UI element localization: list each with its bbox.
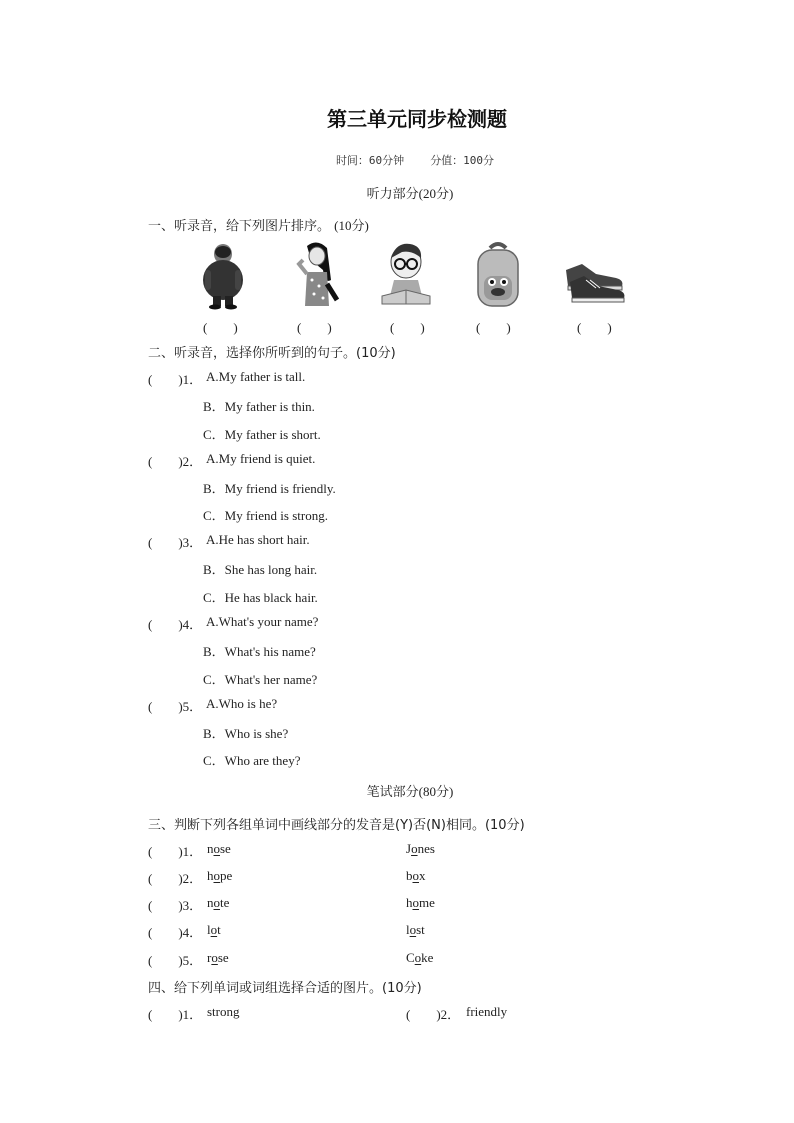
q4-number[interactable]: ( )4． bbox=[148, 617, 203, 632]
exam-meta bbox=[0, 152, 794, 168]
q5-option-b: B．Who is she? bbox=[203, 726, 289, 741]
p4-item2-word: friendly bbox=[466, 1004, 508, 1019]
q4-option-b: B．What's his name? bbox=[203, 644, 316, 659]
written-section-header: 笔试部分(80分) bbox=[366, 784, 454, 799]
p4-item1-number[interactable]: ( )1． bbox=[148, 1007, 203, 1022]
q2-option-b: B．My friend is friendly. bbox=[203, 481, 336, 496]
p4-item2-number[interactable]: ( )2． bbox=[406, 1007, 461, 1022]
p3-row5-word1: rose bbox=[207, 950, 229, 965]
p3-row5-word2: Coke bbox=[406, 950, 434, 965]
q2-number[interactable]: ( )2． bbox=[148, 454, 203, 469]
exam-time: 时间：60分钟 bbox=[335, 154, 405, 167]
p3-row1-word1: nose bbox=[207, 841, 231, 856]
backpack-icon bbox=[468, 240, 528, 310]
p3-row1-word2: Jones bbox=[406, 841, 435, 856]
picture-2-answer-paren[interactable]: ( ) bbox=[297, 320, 332, 335]
p3-row3-word2: home bbox=[406, 895, 435, 910]
p3-row3-number[interactable]: ( )3． bbox=[148, 898, 203, 913]
picture-4-answer-paren[interactable]: ( ) bbox=[476, 320, 511, 335]
q5-option-a: A.Who is he? bbox=[206, 696, 278, 711]
q1-number[interactable]: ( )1． bbox=[148, 372, 203, 387]
p3-row4-word1: lot bbox=[207, 922, 221, 937]
part4-heading: 四、给下列单词或词组选择合适的图片。(10分) bbox=[148, 981, 422, 996]
q3-option-c: C．He has black hair. bbox=[203, 590, 318, 605]
part1-heading: 一、听录音，给下列图片排序。 (10分) bbox=[148, 218, 369, 234]
picture-1-answer-paren[interactable]: ( ) bbox=[203, 320, 238, 335]
q3-number[interactable]: ( )3． bbox=[148, 535, 203, 550]
p4-item1-word: strong bbox=[207, 1004, 240, 1019]
p3-row5-number[interactable]: ( )5． bbox=[148, 953, 203, 968]
q3-option-a: A.He has short hair. bbox=[206, 532, 310, 547]
q4-option-c: C．What's her name? bbox=[203, 672, 318, 687]
p3-row2-word1: hope bbox=[207, 868, 233, 883]
p3-row2-word2: box bbox=[406, 868, 426, 883]
part3-heading: 三、判断下列各组单词中画线部分的发音是(Y)否(N)相同。(10分) bbox=[148, 818, 525, 833]
sneakers-icon bbox=[562, 240, 628, 310]
q1-option-c: C．My father is short. bbox=[203, 427, 321, 442]
q2-option-c: C．My friend is strong. bbox=[203, 508, 328, 523]
page-title: 第三单元同步检测题 bbox=[327, 107, 507, 131]
q2-option-a: A.My friend is quiet. bbox=[206, 451, 316, 466]
q1-option-b: B．My father is thin. bbox=[203, 399, 315, 414]
p3-row1-number[interactable]: ( )1． bbox=[148, 844, 203, 859]
exam-score: 分值：100分 bbox=[430, 154, 495, 167]
fat-man-icon bbox=[193, 240, 253, 310]
picture-5-answer-paren[interactable]: ( ) bbox=[577, 320, 612, 335]
q1-option-a: A.My father is tall. bbox=[206, 369, 306, 384]
p3-row4-number[interactable]: ( )4． bbox=[148, 925, 203, 940]
p3-row3-word1: note bbox=[207, 895, 230, 910]
part2-heading: 二、听录音，选择你所听到的句子。(10分) bbox=[148, 346, 396, 361]
q4-option-a: A.What's your name? bbox=[206, 614, 319, 629]
q5-option-c: C．Who are they? bbox=[203, 753, 301, 768]
listening-section-header: 听力部分(20分) bbox=[366, 186, 454, 201]
q3-option-b: B．She has long hair. bbox=[203, 562, 318, 577]
q5-number[interactable]: ( )5． bbox=[148, 699, 203, 714]
girl-long-hair-icon bbox=[285, 240, 345, 310]
boy-glasses-reading-icon bbox=[376, 240, 436, 310]
picture-3-answer-paren[interactable]: ( ) bbox=[390, 320, 425, 335]
p3-row2-number[interactable]: ( )2． bbox=[148, 871, 203, 886]
p3-row4-word2: lost bbox=[406, 922, 425, 937]
